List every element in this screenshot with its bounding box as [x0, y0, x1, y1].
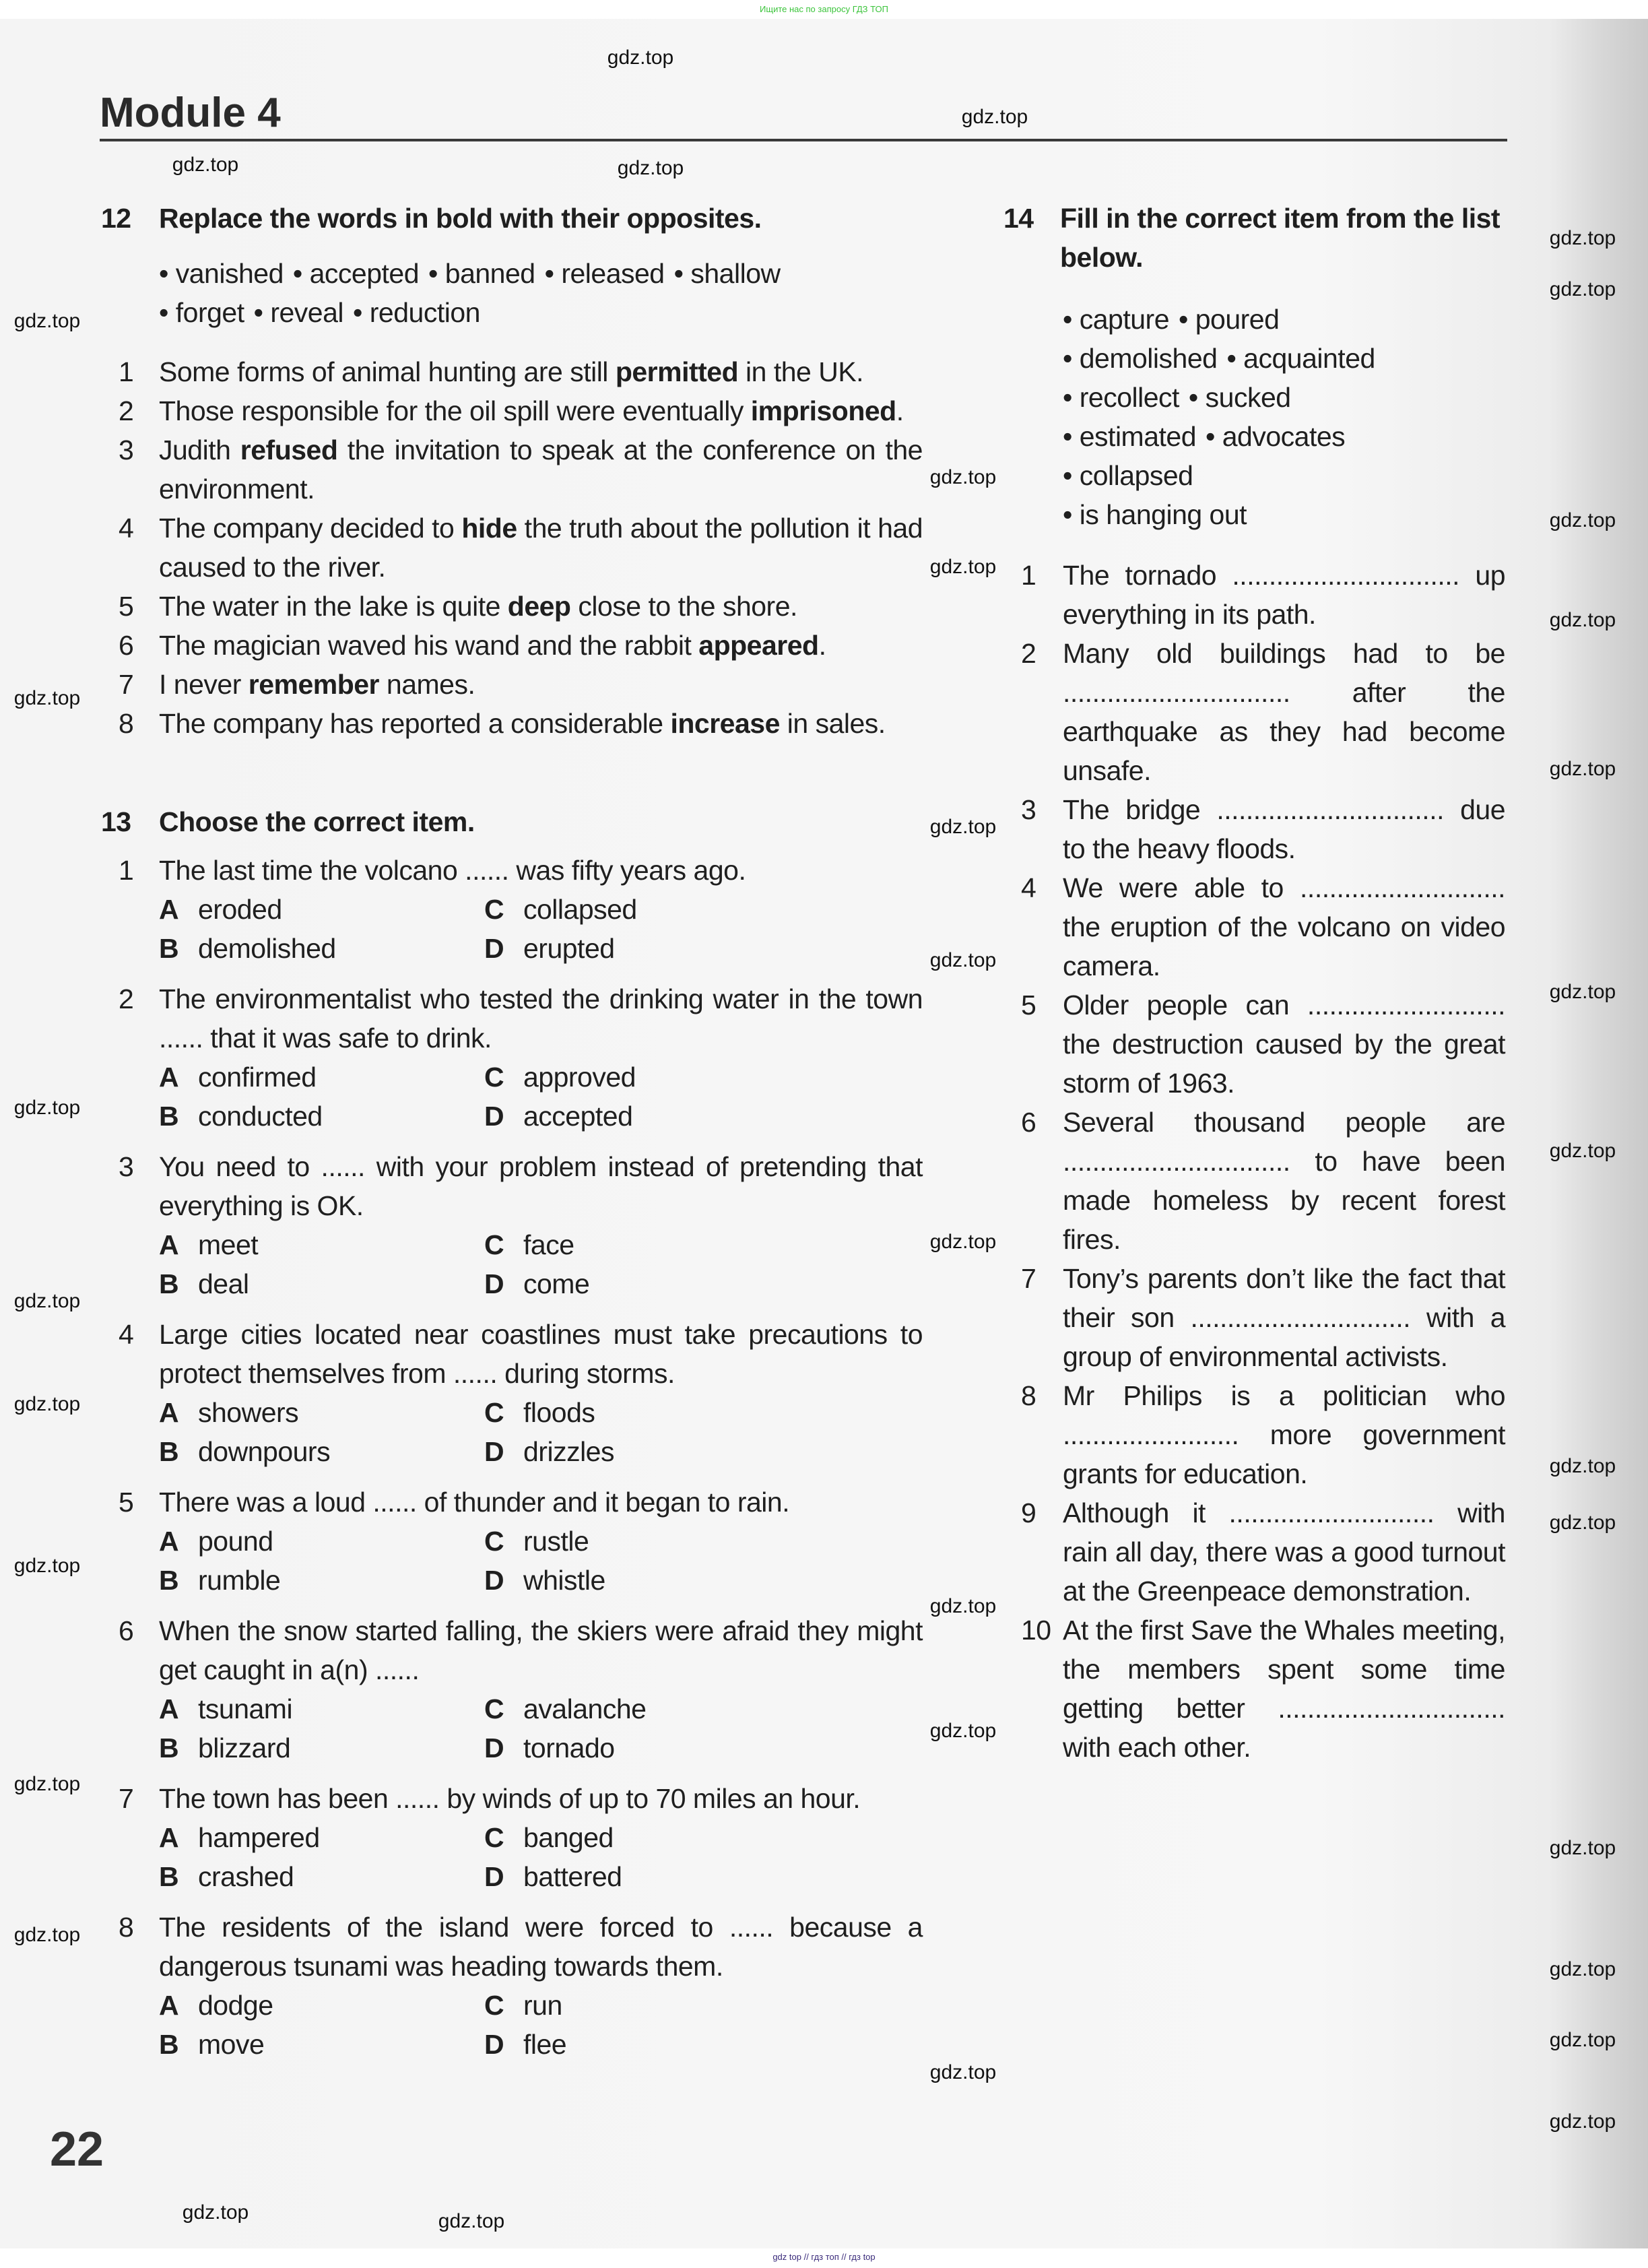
question — [101, 1315, 923, 1393]
option-letter: B — [159, 1101, 179, 1132]
answer-option — [159, 1857, 484, 1896]
watermark: gdz.top — [13, 1097, 81, 1119]
sentence-item — [101, 665, 923, 704]
word-bank-line — [1063, 339, 1505, 378]
sentence-item — [101, 352, 923, 391]
gap-fill-item — [1003, 1493, 1505, 1611]
question-number: 6 — [119, 1615, 134, 1646]
gap-fill-item — [1003, 1103, 1505, 1259]
option-letter: A — [159, 1693, 179, 1724]
word-option: • shallow — [673, 258, 781, 289]
answer-option — [159, 1728, 484, 1768]
spacer — [101, 1768, 923, 1779]
sentence-text — [159, 704, 923, 743]
sentence-start: Judith — [159, 434, 240, 465]
watermark: gdz.top — [961, 106, 1028, 128]
question — [101, 1908, 923, 1986]
gap-fill-item — [1003, 985, 1505, 1103]
answer-options — [101, 1689, 923, 1768]
gap-fill-item — [1003, 868, 1505, 985]
bold-word: deep — [507, 591, 571, 622]
answer-options — [101, 890, 923, 968]
item-number: 5 — [1021, 990, 1036, 1020]
item-number: 8 — [1021, 1380, 1036, 1411]
sentence-text — [159, 391, 923, 430]
option-word: demolished — [198, 933, 336, 964]
page-number: 22 — [50, 2123, 104, 2176]
option-letter: C — [484, 1693, 504, 1724]
word-option: • forget — [159, 297, 244, 328]
answer-option — [484, 1689, 923, 1728]
word-option: • released — [544, 258, 665, 289]
answer-option — [484, 1728, 923, 1768]
answer-option — [484, 1264, 923, 1303]
sentence-text — [159, 665, 923, 704]
question-number: 7 — [119, 1783, 134, 1814]
answer-option — [159, 929, 484, 968]
answer-option — [484, 1058, 923, 1097]
answer-option — [159, 1522, 484, 1561]
option-letter: B — [159, 1732, 179, 1763]
watermark: gdz.top — [929, 1595, 997, 1617]
watermark: gdz.top — [1549, 758, 1616, 780]
gap-fill-item — [1003, 1259, 1505, 1376]
option-word: battered — [523, 1861, 622, 1892]
question — [101, 1779, 923, 1818]
sentence-start: The company has reported a considerable — [159, 708, 671, 739]
option-letter: C — [484, 1062, 504, 1093]
answer-option — [484, 1561, 923, 1600]
option-word: showers — [198, 1397, 299, 1428]
option-word: face — [523, 1229, 574, 1260]
option-letter: A — [159, 1397, 179, 1428]
watermark: gdz.top — [929, 2061, 997, 2083]
sentence-end: close to the shore. — [570, 591, 797, 622]
watermark: gdz.top — [1549, 2029, 1616, 2051]
answer-options — [101, 1522, 923, 1600]
item-number: 6 — [1021, 1107, 1036, 1138]
sentence-text: Many old buildings had to be ............................... after the earthquake as they had become unsafe. — [1063, 638, 1505, 786]
word-bank-line — [1063, 378, 1505, 417]
word-option: • is hanging out — [1063, 499, 1247, 530]
watermark: gdz.top — [13, 1924, 81, 1946]
sentence-start: Those responsible for the oil spill were eventually — [159, 395, 751, 426]
question-text: The last time the volcano ...... was fifty years ago. — [159, 855, 746, 886]
question-number: 3 — [119, 1151, 134, 1182]
gap-fill-item — [1003, 790, 1505, 868]
exercise-12-items — [101, 352, 923, 743]
sentence-end: names. — [379, 669, 475, 700]
watermark: gdz.top — [1549, 1837, 1616, 1859]
answer-option — [484, 1393, 923, 1432]
bottom-watermark-note: gdz top // гдз топ // гдз top — [772, 2252, 876, 2262]
option-letter: C — [484, 894, 504, 925]
sentence-text — [159, 509, 923, 587]
spacer — [101, 1303, 923, 1315]
sentence-item — [101, 430, 923, 509]
sentence-text — [159, 587, 923, 626]
option-letter: B — [159, 1565, 179, 1596]
bold-word: appeared — [698, 630, 819, 661]
option-word: banged — [523, 1822, 614, 1853]
sentence-start: The company decided to — [159, 513, 462, 544]
watermark: gdz.top — [929, 949, 997, 971]
watermark: gdz.top — [929, 556, 997, 578]
question — [101, 979, 923, 1058]
option-word: flee — [523, 2029, 567, 2060]
word-option: • advocates — [1206, 421, 1346, 452]
item-number: 4 — [1021, 872, 1036, 903]
word-bank-line — [1063, 456, 1505, 495]
option-word: erupted — [523, 933, 615, 964]
word-option: • estimated — [1063, 421, 1196, 452]
right-column — [1003, 199, 1505, 1767]
item-number: 7 — [1021, 1263, 1036, 1294]
word-bank-line — [159, 293, 923, 332]
word-option: • accepted — [292, 258, 420, 289]
watermark: gdz.top — [929, 1720, 997, 1742]
sentence-end: in sales. — [779, 708, 886, 739]
exercise-instruction: Replace the words in bold with their opposites. — [159, 203, 762, 234]
answer-option — [484, 1432, 923, 1471]
word-option: • reveal — [253, 297, 344, 328]
gap-fill-item — [1003, 1376, 1505, 1493]
option-letter: D — [484, 1101, 504, 1132]
watermark: gdz.top — [929, 1231, 997, 1253]
question-number: 1 — [119, 855, 134, 886]
watermark: gdz.top — [1549, 1140, 1616, 1162]
watermark: gdz.top — [1549, 278, 1616, 300]
answer-options — [101, 1393, 923, 1471]
question — [101, 1611, 923, 1689]
word-bank — [1003, 300, 1505, 534]
option-letter: B — [159, 1268, 179, 1299]
option-word: accepted — [523, 1101, 633, 1132]
sentence-text — [159, 430, 923, 509]
exercise-14-heading — [1003, 199, 1505, 277]
sentence-end: . — [818, 630, 826, 661]
word-option: • banned — [428, 258, 535, 289]
item-number: 2 — [1021, 638, 1036, 669]
item-number: 3 — [119, 434, 134, 465]
option-letter: B — [159, 1861, 179, 1892]
question-text: The town has been ...... by winds of up to 70 miles an hour. — [159, 1783, 861, 1814]
option-word: come — [523, 1268, 590, 1299]
answer-option — [159, 1818, 484, 1857]
sentence-text: Several thousand people are ............................... to have been made homeless by recent forest fires. — [1063, 1107, 1505, 1255]
answer-option — [159, 1986, 484, 2025]
sentence-item — [101, 704, 923, 743]
watermark: gdz.top — [1549, 2110, 1616, 2133]
item-number: 4 — [119, 513, 134, 544]
exercise-14-items — [1003, 556, 1505, 1767]
sentence-end: in the UK. — [738, 356, 864, 387]
exercise-number: 12 — [101, 203, 131, 234]
watermark: gdz.top — [172, 154, 239, 176]
question-text: Large cities located near coastlines must take precautions to protect themselves from ...... during storms. — [159, 1319, 923, 1389]
item-number: 1 — [119, 356, 134, 387]
option-word: whistle — [523, 1565, 605, 1596]
item-number: 3 — [1021, 794, 1036, 825]
answer-option — [159, 1264, 484, 1303]
word-bank-line — [1063, 300, 1505, 339]
title-divider — [100, 139, 1507, 141]
option-letter: B — [159, 1436, 179, 1467]
exercise-number: 14 — [1003, 203, 1034, 234]
question-text: The environmentalist who tested the drinking water in the town ...... that it was safe to drink. — [159, 983, 923, 1054]
option-word: rumble — [198, 1565, 281, 1596]
gap-fill-item — [1003, 1611, 1505, 1767]
option-letter: B — [159, 2029, 179, 2060]
option-word: tornado — [523, 1732, 615, 1763]
item-number: 7 — [119, 669, 134, 700]
bold-word: refused — [240, 434, 338, 465]
option-letter: A — [159, 894, 179, 925]
option-word: meet — [198, 1229, 259, 1260]
option-word: approved — [523, 1062, 636, 1093]
option-word: tsunami — [198, 1693, 293, 1724]
sentence-start: The magician waved his wand and the rabbit — [159, 630, 699, 661]
option-word: pound — [198, 1526, 273, 1557]
option-letter: A — [159, 1062, 179, 1093]
item-number: 10 — [1021, 1615, 1051, 1646]
gap-fill-item — [1003, 634, 1505, 790]
sentence-end: . — [896, 395, 904, 426]
sentence-end: the invitation to speak at the conference on the environment. — [159, 434, 923, 505]
option-letter: A — [159, 1822, 179, 1853]
watermark: gdz.top — [438, 2210, 505, 2232]
watermark: gdz.top — [1549, 509, 1616, 531]
option-word: collapsed — [523, 894, 637, 925]
exercise-13-items — [101, 851, 923, 2064]
question — [101, 851, 923, 890]
answer-options — [101, 1818, 923, 1896]
option-letter: A — [159, 1229, 179, 1260]
option-word: run — [523, 1990, 562, 2021]
question-number: 5 — [119, 1487, 134, 1518]
answer-option — [159, 1561, 484, 1600]
option-word: downpours — [198, 1436, 331, 1467]
option-letter: D — [484, 1861, 504, 1892]
watermark: gdz.top — [607, 46, 674, 69]
sentence-text: At the first Save the Whales meeting, the members spent some time getting better ............................... with each other. — [1063, 1615, 1505, 1763]
option-letter: D — [484, 2029, 504, 2060]
watermark: gdz.top — [929, 816, 997, 838]
gap-fill-item — [1003, 556, 1505, 634]
watermark: gdz.top — [13, 1290, 81, 1312]
spacer — [101, 968, 923, 979]
watermark: gdz.top — [13, 310, 81, 332]
sentence-start: Some forms of animal hunting are still — [159, 356, 616, 387]
answer-option — [484, 1522, 923, 1561]
option-letter: D — [484, 1565, 504, 1596]
option-letter: D — [484, 1732, 504, 1763]
exercise-number: 13 — [101, 806, 131, 837]
bold-word: remember — [248, 669, 380, 700]
sentence-item — [101, 587, 923, 626]
watermark: gdz.top — [1549, 1455, 1616, 1477]
answer-option — [484, 890, 923, 929]
option-letter: C — [484, 1526, 504, 1557]
watermark: gdz.top — [182, 2201, 249, 2224]
question-text: There was a loud ...... of thunder and it began to rain. — [159, 1487, 790, 1518]
option-letter: D — [484, 933, 504, 964]
question-number: 8 — [119, 1912, 134, 1943]
left-column — [101, 199, 923, 2064]
answer-options — [101, 1225, 923, 1303]
bold-word: imprisoned — [750, 395, 896, 426]
option-word: hampered — [198, 1822, 320, 1853]
question-number: 4 — [119, 1319, 134, 1350]
watermark: gdz.top — [617, 157, 684, 179]
answer-options — [101, 1986, 923, 2064]
word-option: • reduction — [353, 297, 480, 328]
option-letter: C — [484, 1397, 504, 1428]
spacer — [101, 1471, 923, 1483]
answer-option — [159, 890, 484, 929]
bold-word: increase — [670, 708, 780, 739]
option-letter: C — [484, 1229, 504, 1260]
sentence-start: I never — [159, 669, 249, 700]
exercise-12-heading — [101, 199, 923, 238]
exercise-instruction: Choose the correct item. — [159, 806, 475, 837]
option-word: eroded — [198, 894, 282, 925]
watermark: gdz.top — [1549, 1512, 1616, 1534]
watermark: gdz.top — [1549, 1958, 1616, 1980]
sentence-text: We were able to ............................ the eruption of the volcano on video camera. — [1063, 872, 1505, 981]
question — [101, 1483, 923, 1522]
answer-option — [159, 1058, 484, 1097]
option-word: move — [198, 2029, 265, 2060]
watermark: gdz.top — [1549, 609, 1616, 631]
answer-option — [159, 1432, 484, 1471]
word-bank-line — [1063, 495, 1505, 534]
option-word: conducted — [198, 1101, 323, 1132]
option-letter: C — [484, 1822, 504, 1853]
word-bank — [101, 254, 923, 332]
question-text: The residents of the island were forced to ...... because a dangerous tsunami was heading towards them. — [159, 1912, 923, 1982]
sentence-item — [101, 626, 923, 665]
option-word: drizzles — [523, 1436, 614, 1467]
watermark: gdz.top — [13, 1773, 81, 1795]
watermark: gdz.top — [929, 466, 997, 488]
option-letter: D — [484, 1436, 504, 1467]
word-option: • capture — [1063, 304, 1169, 335]
spacer — [101, 1136, 923, 1147]
option-letter: A — [159, 1990, 179, 2021]
option-word: rustle — [523, 1526, 589, 1557]
option-letter: B — [159, 933, 179, 964]
answer-option — [159, 2025, 484, 2064]
option-word: avalanche — [523, 1693, 647, 1724]
sentence-start: The water in the lake is quite — [159, 591, 508, 622]
watermark: gdz.top — [13, 687, 81, 709]
item-number: 6 — [119, 630, 134, 661]
word-bank-line — [159, 254, 923, 293]
watermark: gdz.top — [13, 1393, 81, 1415]
word-option: • recollect — [1063, 382, 1179, 413]
sentence-text: The bridge ............................... due to the heavy floods. — [1063, 794, 1505, 864]
sentence-text: Tony’s parents don’t like the fact that their son .............................. with a group of environmental activists. — [1063, 1263, 1505, 1372]
question — [101, 1147, 923, 1225]
option-word: blizzard — [198, 1732, 291, 1763]
word-option: • vanished — [159, 258, 284, 289]
watermark: gdz.top — [1549, 981, 1616, 1003]
exercise-13-heading — [101, 802, 923, 841]
answer-option — [159, 1225, 484, 1264]
answer-option — [159, 1097, 484, 1136]
answer-option — [484, 1857, 923, 1896]
option-word: deal — [198, 1268, 249, 1299]
answer-option — [159, 1393, 484, 1432]
sentence-end: the truth about the pollution it had caused to the river. — [159, 513, 923, 583]
answer-options — [101, 1058, 923, 1136]
spacer — [101, 1600, 923, 1611]
top-search-note: Ищите нас по запросу ГДЗ ТОП — [760, 4, 888, 14]
option-word: crashed — [198, 1861, 294, 1892]
sentence-item — [101, 391, 923, 430]
word-option: • collapsed — [1063, 460, 1193, 491]
module-title: Module 4 — [100, 90, 281, 136]
exercise-instruction: Fill in the correct item from the list below. — [1060, 203, 1501, 273]
sentence-item — [101, 509, 923, 587]
sentence-text — [159, 626, 923, 665]
answer-option — [159, 1689, 484, 1728]
option-letter: A — [159, 1526, 179, 1557]
option-word: dodge — [198, 1990, 273, 2021]
question-text: When the snow started falling, the skiers were afraid they might get caught in a(n) ...... — [159, 1615, 923, 1685]
option-letter: D — [484, 1268, 504, 1299]
watermark: gdz.top — [13, 1555, 81, 1577]
question-text: You need to ...... with your problem instead of pretending that everything is OK. — [159, 1151, 923, 1221]
option-letter: C — [484, 1990, 504, 2021]
answer-option — [484, 1097, 923, 1136]
sentence-text: Mr Philips is a politician who ........................ more government grants for education. — [1063, 1380, 1505, 1489]
answer-option — [484, 929, 923, 968]
item-number: 8 — [119, 708, 134, 739]
spacer — [101, 1896, 923, 1908]
answer-option — [484, 1818, 923, 1857]
item-number: 9 — [1021, 1497, 1036, 1528]
word-option: • poured — [1179, 304, 1280, 335]
answer-option — [484, 1225, 923, 1264]
option-word: floods — [523, 1397, 595, 1428]
option-word: confirmed — [198, 1062, 317, 1093]
sentence-text — [159, 352, 923, 391]
item-number: 5 — [119, 591, 134, 622]
sentence-text: Older people can ........................... the destruction caused by the great storm of 1963. — [1063, 990, 1505, 1099]
sentence-text: Although it ............................ with rain all day, there was a good turnout at the Greenpeace demonstration. — [1063, 1497, 1505, 1607]
answer-option — [484, 2025, 923, 2064]
word-option: • demolished — [1063, 343, 1218, 374]
question-number: 2 — [119, 983, 134, 1014]
word-bank-line — [1063, 417, 1505, 456]
bold-word: hide — [461, 513, 517, 544]
item-number: 2 — [119, 395, 134, 426]
answer-option — [484, 1986, 923, 2025]
item-number: 1 — [1021, 560, 1036, 591]
word-option: • sucked — [1188, 382, 1291, 413]
bold-word: permitted — [615, 356, 739, 387]
sentence-text: The tornado ............................... up everything in its path. — [1063, 560, 1505, 630]
watermark: gdz.top — [1549, 227, 1616, 249]
word-option: • acquainted — [1226, 343, 1375, 374]
